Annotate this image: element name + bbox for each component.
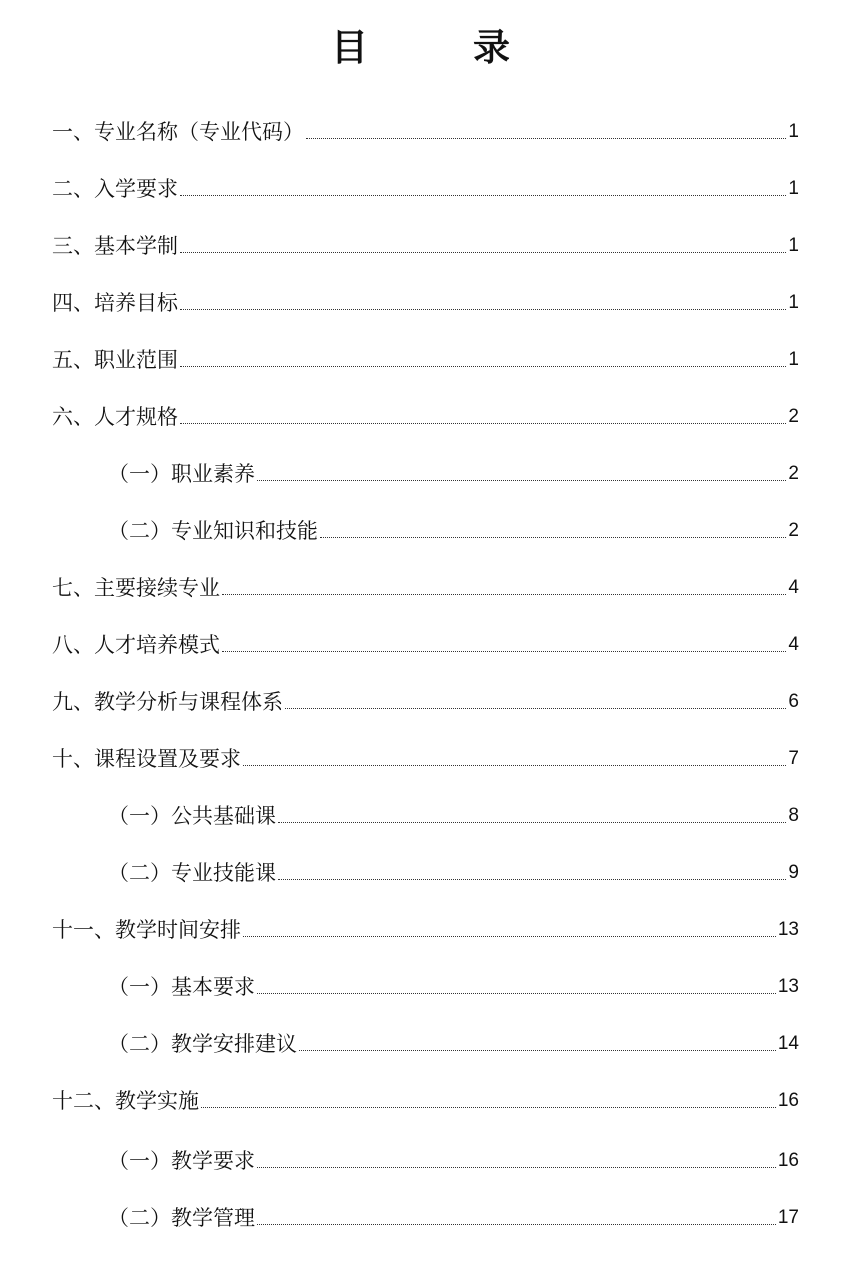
toc-entry-label: （一）公共基础课 (108, 804, 276, 828)
toc-entry[interactable] (52, 288, 799, 318)
toc-page-number: 16 (777, 1150, 799, 1171)
page-title: 目 录 (331, 25, 544, 69)
toc-page-number: 16 (777, 1090, 799, 1111)
toc-entry-label: 五、职业范围 (52, 348, 178, 372)
toc-entry-label: 七、主要接续专业 (52, 576, 220, 600)
toc-entry-label: 二、入学要求 (52, 177, 178, 201)
toc-leader (222, 651, 786, 652)
toc-leader (180, 309, 786, 310)
toc-leader (243, 765, 786, 766)
toc-leader (180, 423, 786, 424)
toc-entry-label: 十二、教学实施 (52, 1089, 199, 1113)
toc-leader (278, 822, 786, 823)
toc-leader (285, 708, 786, 709)
toc-entry-label: 三、基本学制 (52, 234, 178, 258)
toc-leader (257, 993, 776, 994)
toc-page-number: 1 (788, 178, 799, 199)
toc-leader (278, 879, 786, 880)
toc-entry[interactable] (52, 231, 799, 261)
toc-page-number: 1 (788, 121, 799, 142)
toc-leader (257, 480, 786, 481)
toc-page-number: 6 (788, 691, 799, 712)
toc-page-number: 13 (777, 976, 799, 997)
toc-page-number: 1 (788, 292, 799, 313)
toc-entry[interactable] (52, 174, 799, 204)
toc-entry-label: （二）教学管理 (108, 1206, 255, 1230)
toc-page-number: 7 (788, 748, 799, 769)
toc-leader (257, 1224, 776, 1225)
toc-leader (201, 1107, 776, 1108)
toc-leader (180, 195, 786, 196)
toc-entry[interactable] (52, 630, 799, 660)
toc-subentry[interactable] (108, 1203, 799, 1233)
toc-page-number: 2 (788, 463, 799, 484)
toc-entry[interactable] (52, 915, 799, 945)
toc-leader (306, 138, 786, 139)
toc-subentry[interactable] (108, 1146, 799, 1176)
toc-page-number: 8 (788, 805, 799, 826)
toc-entry-label: 一、专业名称（专业代码） (52, 120, 304, 144)
toc-page-number: 1 (788, 235, 799, 256)
toc-subentry[interactable] (108, 858, 799, 888)
toc-subentry[interactable] (108, 516, 799, 546)
toc-entry[interactable] (52, 1086, 799, 1116)
toc-entry-label: （一）教学要求 (108, 1149, 255, 1173)
toc-entry[interactable] (52, 117, 799, 147)
toc-leader (320, 537, 786, 538)
toc-entry[interactable] (52, 744, 799, 774)
toc-entry[interactable] (52, 573, 799, 603)
toc-leader (257, 1167, 776, 1168)
toc-page-number: 2 (788, 406, 799, 427)
toc-entry[interactable] (52, 687, 799, 717)
toc-entry-label: （二）教学安排建议 (108, 1032, 297, 1056)
toc-page-number: 9 (788, 862, 799, 883)
toc-subentry[interactable] (108, 801, 799, 831)
toc-entry-label: （一）职业素养 (108, 462, 255, 486)
toc-subentry[interactable] (108, 459, 799, 489)
toc-entry-label: 十、课程设置及要求 (52, 747, 241, 771)
toc-page-number: 1 (788, 349, 799, 370)
toc-leader (299, 1050, 776, 1051)
toc-subentry[interactable] (108, 1029, 799, 1059)
toc-entry-label: 十一、教学时间安排 (52, 918, 241, 942)
toc-page-number: 4 (788, 577, 799, 598)
toc-entry[interactable] (52, 402, 799, 432)
toc-leader (222, 594, 786, 595)
toc-leader (180, 252, 786, 253)
toc-entry-label: （二）专业技能课 (108, 861, 276, 885)
toc-page-number: 13 (777, 919, 799, 940)
toc-subentry[interactable] (108, 972, 799, 1002)
toc-entry-label: 六、人才规格 (52, 405, 178, 429)
toc-entry-label: 九、教学分析与课程体系 (52, 690, 283, 714)
toc-page-number: 2 (788, 520, 799, 541)
toc-page-number: 4 (788, 634, 799, 655)
toc-leader (180, 366, 786, 367)
toc-page-number: 17 (777, 1207, 799, 1228)
toc-entry-label: 八、人才培养模式 (52, 633, 220, 657)
toc-entry-label: 四、培养目标 (52, 291, 178, 315)
toc-page-number: 14 (777, 1033, 799, 1054)
toc-leader (243, 936, 776, 937)
toc-entry[interactable] (52, 345, 799, 375)
toc-entry-label: （二）专业知识和技能 (108, 519, 318, 543)
toc-entry-label: （一）基本要求 (108, 975, 255, 999)
